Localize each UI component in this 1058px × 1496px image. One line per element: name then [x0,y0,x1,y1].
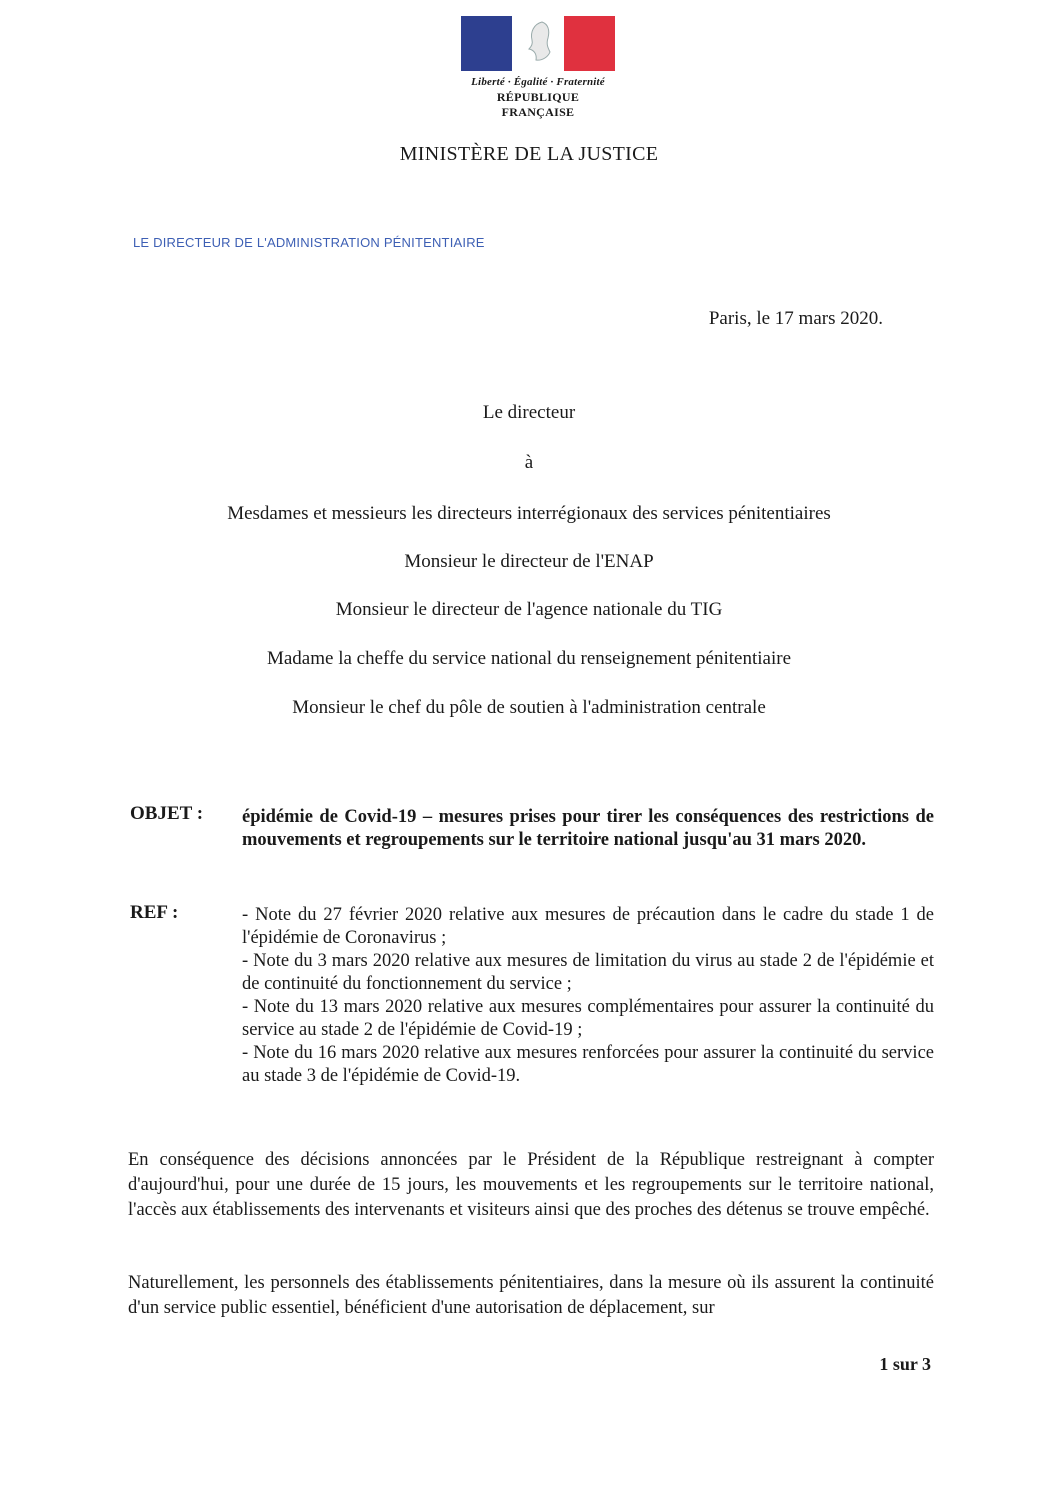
direction-header: LE DIRECTEUR DE L'ADMINISTRATION PÉNITENTIAIRE [133,235,485,250]
page-number: 1 sur 3 [879,1354,931,1374]
recipient: Monsieur le directeur de l'ENAP [404,551,654,572]
to-word: à [524,452,534,473]
body-paragraph: Naturellement, les personnels des établissements pénitentiaires, dans la mesure où ils assurent la continuité d'un service public essentiel, bénéficient d'une autorisation de déplacement, sur [128,1273,934,1318]
ref-item: - Note du 16 mars 2020 relative aux mesures renforcées pour assurer la continuité du service au stade 3 de l'épidémie de Covid-19. [242,1043,934,1086]
ref-label: REF : [130,902,179,923]
ref-item: - Note du 3 mars 2020 relative aux mesures de limitation du virus au stade 2 de l'épidémie et de continuité du fonctionnement du service ; [242,951,934,994]
objet-label: OBJET : [130,803,204,824]
ref-list [242,904,934,1088]
recipient: Mesdames et messieurs les directeurs interrégionaux des services pénitentiaires [227,503,831,524]
motto: Liberté · Égalité · Fraternité [471,76,605,88]
objet-text: épidémie de Covid-19 – mesures prises pour tirer les conséquences des restrictions de mouvements et regroupements sur le territoire national jusqu'au 31 mars 2020. [242,807,934,850]
ref-item: - Note du 13 mars 2020 relative aux mesures complémentaires pour assurer la continuité du service au stade 2 de l'épidémie de Covid-19 ; [242,997,934,1040]
republique-francaise-logo [461,16,615,120]
recipient: Madame la cheffe du service national du renseignement pénitentiaire [266,648,792,669]
marianne-flag-icon [461,16,615,71]
ref-item: - Note du 27 février 2020 relative aux mesures de précaution dans le cadre du stade 1 de l'épidémie de Coronavirus ; [242,905,934,948]
sender: Le directeur [482,402,576,423]
date-line: Paris, le 17 mars 2020. [708,308,883,329]
ministry-title: MINISTÈRE DE LA JUSTICE [399,143,659,165]
republic-name: RÉPUBLIQUE FRANÇAISE [496,90,580,119]
body-paragraph: En conséquence des décisions annoncées par le Président de la République restreignant à compter d'aujourd'hui, pour une durée de 15 jours, les mouvements et les regroupements sur le territoire national, l'accès aux établissements des intervenants et visiteurs ainsi que des proches des détenus se trouve empêché. [128,1150,934,1220]
recipient: Monsieur le chef du pôle de soutien à l'administration centrale [292,697,766,718]
recipient: Monsieur le directeur de l'agence nationale du TIG [335,599,723,620]
